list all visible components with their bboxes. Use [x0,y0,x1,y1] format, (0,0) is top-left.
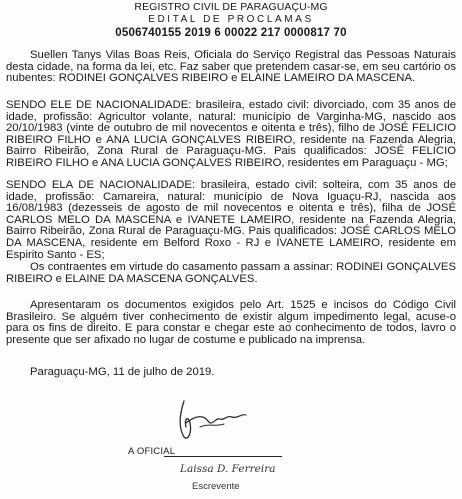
date-line: Paraguaçu-MG, 11 de julho de 2019. [30,366,215,378]
registry-code: 0506740155 2019 6 00022 217 0000817 70 [115,26,347,39]
signature-line [164,456,282,457]
oficial-label: A OFICIAL [128,446,176,457]
documents-paragraph: Apresentaram os documentos exigidos pelo Art. 1525 e incisos do Código Civil Brasileiro. Se alguém tiver conhecimento de existir algum impedimento legal, acuse-o para os fins de direito. E para constar e chegar este ao conhecimento de todos, lavro o presente que ser afixado no lugar de costume e publicado na imprensa. [6,299,456,346]
handwritten-signature [170,393,250,443]
intro-paragraph: Suellen Tanys Vilas Boas Reis, Oficiala do Serviço Registral das Pessoas Naturais desta cidade, na forma da lei, etc. Faz saber que pretendem casar-se, em seu cartório os nubentes: RODINEI GONÇALVES RIBEIRO e ELAINE LAMEIRO DA MASCENA. [6,49,456,85]
registry-name: REGISTRO CIVIL DE PARAGUAÇU-MG [134,1,328,13]
clerk-role: Escrevente [192,481,240,492]
clerk-name: Laissa D. Ferreira [180,463,276,475]
document-header [0,2,462,39]
document-title: EDITAL DE PROCLAMAS [148,13,314,25]
signing-paragraph: Os contraentes em virtude do casamento passam a assinar: RODINEI GONÇALVES RIBEIRO e ELAINE DA MASCENA GONÇALVES. [6,261,456,285]
groom-paragraph: SENDO ELE DE NACIONALIDADE: brasileira, estado civil: divorciado, com 35 anos de idade, profissão: Agricultor volante, natural: município de Varginha-MG, nascido aos 20/10/1983 (vinte de outubro de mil novecentos e oitenta e três), filho de JOSÉ FELICIO RIBEIRO FILHO e ANA LUCIA GONÇALVES RIBEIRO, residente na Fazenda Alegria, Bairro Ribeirão, Zona Rural de Paraguaçu-MG. Pais qualificados: JOSÉ FELICIO RIBEIRO FILHO e ANA LUCIA GONÇALVES RIBEIRO, residentes em Paraguaçu - MG; [6,99,456,169]
bride-paragraph: SENDO ELA DE NACIONALIDADE: brasileira, estado civil: solteira, com 35 anos de idade, profissão: Camareira, natural: município de Nova Iguaçu-RJ, nascida aos 16/08/1983 (dezesseis de agosto de mil novecentos e oitenta e três), filha de JOSÉ CARLOS MELO DA MASCENA e IVANETE LAMEIRO, residente na Fazenda Alegria, Bairro Ribeirão, Zona Rural de Paraguaçu-MG. Pais qualificados: JOSÉ CARLOS MELO DA MASCENA, residente em Belford Roxo - RJ e IVANETE LAMEIRO, residente em Espirito Santo - ES; [6,179,456,261]
